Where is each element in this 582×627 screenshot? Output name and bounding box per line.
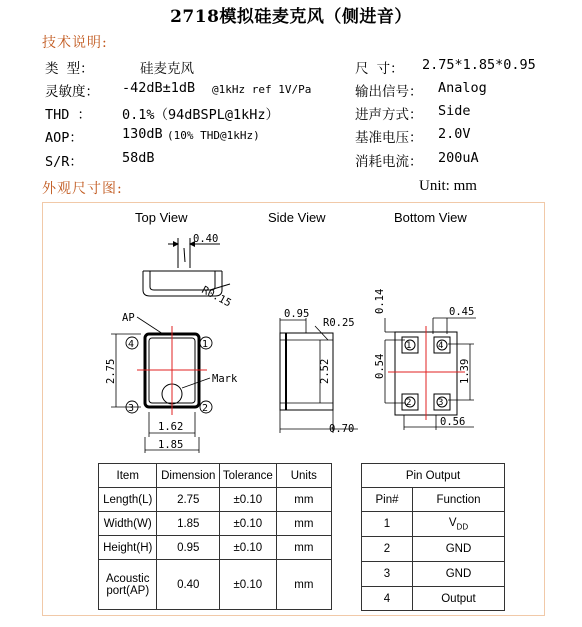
spec-aop-label: AOP：: [45, 130, 83, 146]
pin-function-subscript: DD: [456, 522, 469, 532]
pin-2-bottom: 2: [406, 398, 412, 408]
dim-value: 1.85: [157, 512, 220, 536]
side-view-label: Side View: [268, 210, 326, 225]
pin-output-table: [361, 463, 505, 611]
spec-port-value: Side: [438, 103, 471, 119]
pin-table-header: Pin Output: [362, 464, 505, 488]
dim-port-width: 0.40: [193, 233, 219, 245]
dim-length: 2.75: [105, 358, 117, 384]
dim-bottom-pad-gap: 0.45: [449, 306, 475, 318]
dim-tolerance: ±0.10: [220, 536, 277, 560]
acoustic-port-detail: [143, 238, 230, 296]
dim-bottom-pad-width: 0.56: [440, 416, 466, 428]
dim-col-dimension: Dimension: [157, 464, 220, 488]
pin-3-bottom: 3: [438, 398, 444, 408]
pin-1-bottom: 1: [406, 341, 412, 351]
top-view-label: Top View: [135, 210, 188, 225]
dim-width: 1.85: [158, 439, 184, 451]
dim-item-line2: port(AP): [106, 584, 150, 597]
dim-inner-width: 1.62: [158, 421, 184, 433]
spec-output-value: Analog: [438, 80, 487, 96]
pin-number: 2: [362, 537, 413, 562]
table-row: [362, 537, 505, 562]
dim-tolerance: ±0.10: [220, 488, 277, 512]
table-row: [99, 488, 332, 512]
spec-sensitivity-value: -42dB±1dB: [122, 80, 196, 96]
dim-item: Width(W): [99, 512, 157, 536]
pin-number: 3: [362, 562, 413, 587]
dim-side-height: 0.70: [329, 423, 355, 435]
spec-sensitivity-label: 灵敏度：: [45, 84, 99, 100]
spec-output-label: 输出信号：: [355, 84, 423, 100]
spec-thd-label: THD ：: [45, 107, 92, 123]
dim-col-units: Units: [276, 464, 331, 488]
dim-side-inner: 2.52: [319, 358, 331, 384]
spec-current-label: 消耗电流：: [355, 154, 423, 170]
pin-2-top: 2: [202, 403, 209, 414]
pin-function-text: V: [448, 516, 457, 529]
dim-port-radius: R0.15: [199, 284, 234, 310]
spec-sr-label: S/R：: [45, 154, 83, 170]
pin-number: 4: [362, 587, 413, 611]
unit-label: Unit: mm: [419, 178, 477, 194]
dim-unit: mm: [276, 488, 331, 512]
table-row: [99, 512, 332, 536]
dim-tolerance: ±0.10: [220, 512, 277, 536]
drawing-section-heading: 外观尺寸图:: [42, 181, 123, 197]
pin-4-bottom: 4: [438, 341, 444, 351]
pin-3-top: 3: [128, 403, 135, 414]
pin-function: [413, 512, 505, 537]
spec-section-heading: 技术说明:: [42, 35, 108, 51]
dim-value: 2.75: [157, 488, 220, 512]
ap-label: AP: [122, 312, 135, 324]
spec-thd-value: 0.1%（94dBSPL@1kHz）: [122, 107, 280, 123]
pin-function: Output: [413, 587, 505, 611]
spec-voltage-value: 2.0V: [438, 126, 471, 142]
dim-col-tolerance: Tolerance: [220, 464, 277, 488]
pin-number: 1: [362, 512, 413, 537]
dim-side-port: 0.95: [284, 308, 310, 320]
mark-label: Mark: [212, 373, 238, 385]
dim-bottom-pad-offset: 0.54: [374, 353, 386, 379]
bottom-view-label: Bottom View: [394, 210, 467, 225]
spec-sensitivity-condition: @1kHz ref 1V/Pa: [212, 83, 312, 96]
pin-col-number: Pin#: [362, 488, 413, 512]
pin-function: GND: [413, 562, 505, 587]
pin-4-top: 4: [128, 339, 135, 350]
dim-unit: mm: [276, 536, 331, 560]
dim-unit: mm: [276, 560, 331, 610]
dim-bottom-top-margin: 0.14: [374, 288, 386, 314]
dimension-table: [98, 463, 332, 610]
table-row: [362, 512, 505, 537]
spec-aop-value: 130dB: [122, 126, 163, 142]
dim-item-line1: Acoustic: [106, 572, 150, 585]
spec-voltage-label: 基准电压：: [355, 130, 423, 146]
spec-type-value: 硅麦克风: [140, 61, 194, 77]
table-row: [362, 562, 505, 587]
spec-sr-value: 58dB: [122, 150, 155, 166]
dim-side-radius: R0.25: [323, 317, 355, 329]
page-title: 2718模拟硅麦克风（侧进音）: [170, 7, 412, 27]
dim-item: Length(L): [99, 488, 157, 512]
spec-size-label: 尺 寸：: [355, 61, 404, 77]
spec-size-value: 2.75*1.85*0.95: [422, 57, 536, 73]
dim-value: 0.40: [157, 560, 220, 610]
spec-type-label: 类 型：: [45, 61, 94, 77]
spec-current-value: 200uA: [438, 150, 479, 166]
dim-tolerance: ±0.10: [220, 560, 277, 610]
pin-1-top: 1: [202, 339, 209, 350]
dim-item: Height(H): [99, 536, 157, 560]
spec-aop-condition: (10% THD@1kHz): [167, 129, 260, 142]
table-row: [362, 587, 505, 611]
dim-unit: mm: [276, 512, 331, 536]
table-row: [99, 560, 332, 610]
dim-item: [99, 560, 157, 610]
pin-function: GND: [413, 537, 505, 562]
table-row: [99, 536, 332, 560]
dim-col-item: Item: [99, 464, 157, 488]
spec-port-label: 进声方式：: [355, 107, 423, 123]
dim-bottom-pad-pitch: 1.39: [459, 358, 471, 384]
pin-col-function: Function: [413, 488, 505, 512]
dim-value: 0.95: [157, 536, 220, 560]
